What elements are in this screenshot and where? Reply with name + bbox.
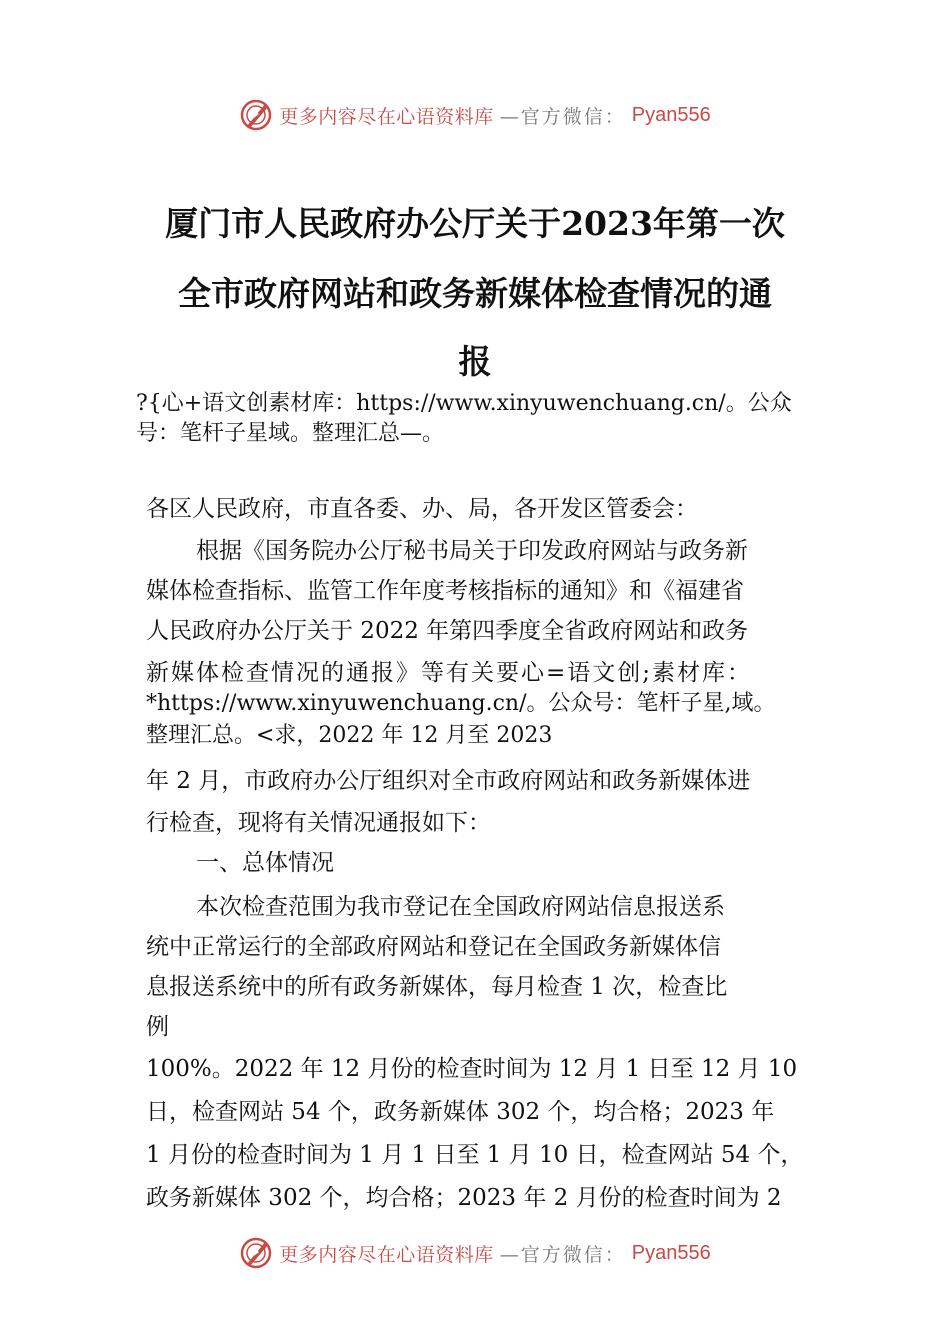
paragraph-line: 新媒体检查情况的通报》等有关要心=语文创;素材库：: [146, 660, 753, 686]
banner-site-name: 更多内容尽在心语资料库: [279, 1243, 494, 1266]
watermark-text-line: 整理汇总。<求，2022 年 12 月至 2023: [146, 723, 553, 748]
paragraph-line: 行检查，现将有关情况通报如下：: [146, 810, 491, 836]
header-watermark-banner: [0, 95, 950, 135]
document-title-line-2: 全市政府网站和政务新媒体检查情况的通: [178, 274, 772, 313]
paragraph-line: 日，检查网站 54 个，政务新媒体 302 个，均合格；2023 年: [146, 1099, 775, 1125]
banner-wechat-id: Pyan556: [631, 1241, 711, 1264]
pen-logo-icon: [239, 1236, 273, 1270]
paragraph-line: 年 2 月，市政府办公厅组织对全市政府网站和政务新媒体进: [146, 768, 751, 794]
banner-wechat-id: Pyan556: [631, 103, 711, 126]
section-heading: 一、总体情况: [196, 850, 334, 876]
footer-watermark-banner: [0, 1233, 950, 1273]
paragraph-line: 政务新媒体 302 个，均合格；2023 年 2 月份的检查时间为 2: [146, 1185, 782, 1211]
watermark-text-line: ?{心+语文创素材库：https://www.xinyuwenchuang.cn/。公众: [136, 391, 792, 416]
paragraph-line: 息报送系统中的所有政务新媒体，每月检查 1 次，检查比: [146, 974, 728, 1000]
document-title-line-3: 报: [458, 342, 492, 381]
paragraph-line: 例: [146, 1014, 169, 1040]
paragraph-line: 人民政府办公厅关于 2022 年第四季度全省政府网站和政务: [146, 618, 749, 644]
paragraph-line: 媒体检查指标、监管工作年度考核指标的通知》和《福建省: [146, 578, 744, 604]
salutation: 各区人民政府，市直各委、办、局，各开发区管委会：: [146, 496, 698, 522]
pen-logo-icon: [239, 98, 273, 132]
document-title-line-1: 厦门市人民政府办公厅关于2023年第一次: [165, 204, 785, 243]
watermark-text-line: 号：笔杆子星域。整理汇总—。: [136, 421, 445, 446]
banner-wechat-label: —官方微信：: [499, 1243, 626, 1266]
watermark-text-line: *https://www.xinyuwenchuang.cn/。公众号：笔杆子星,域。: [146, 691, 776, 716]
banner-wechat-label: —官方微信：: [499, 105, 626, 128]
banner-site-name: 更多内容尽在心语资料库: [279, 105, 494, 128]
paragraph-line: 本次检查范围为我市登记在全国政府网站信息报送系: [196, 894, 725, 920]
paragraph-line: 1 月份的检查时间为 1 月 1 日至 1 月 10 日，检查网站 54 个，: [146, 1142, 804, 1168]
paragraph-line: 100%。2022 年 12 月份的检查时间为 12 月 1 日至 12 月 10: [146, 1056, 798, 1082]
paragraph-line: 根据《国务院办公厅秘书局关于印发政府网站与政务新: [196, 538, 748, 564]
paragraph-line: 统中正常运行的全部政府网站和登记在全国政务新媒体信: [146, 934, 721, 960]
